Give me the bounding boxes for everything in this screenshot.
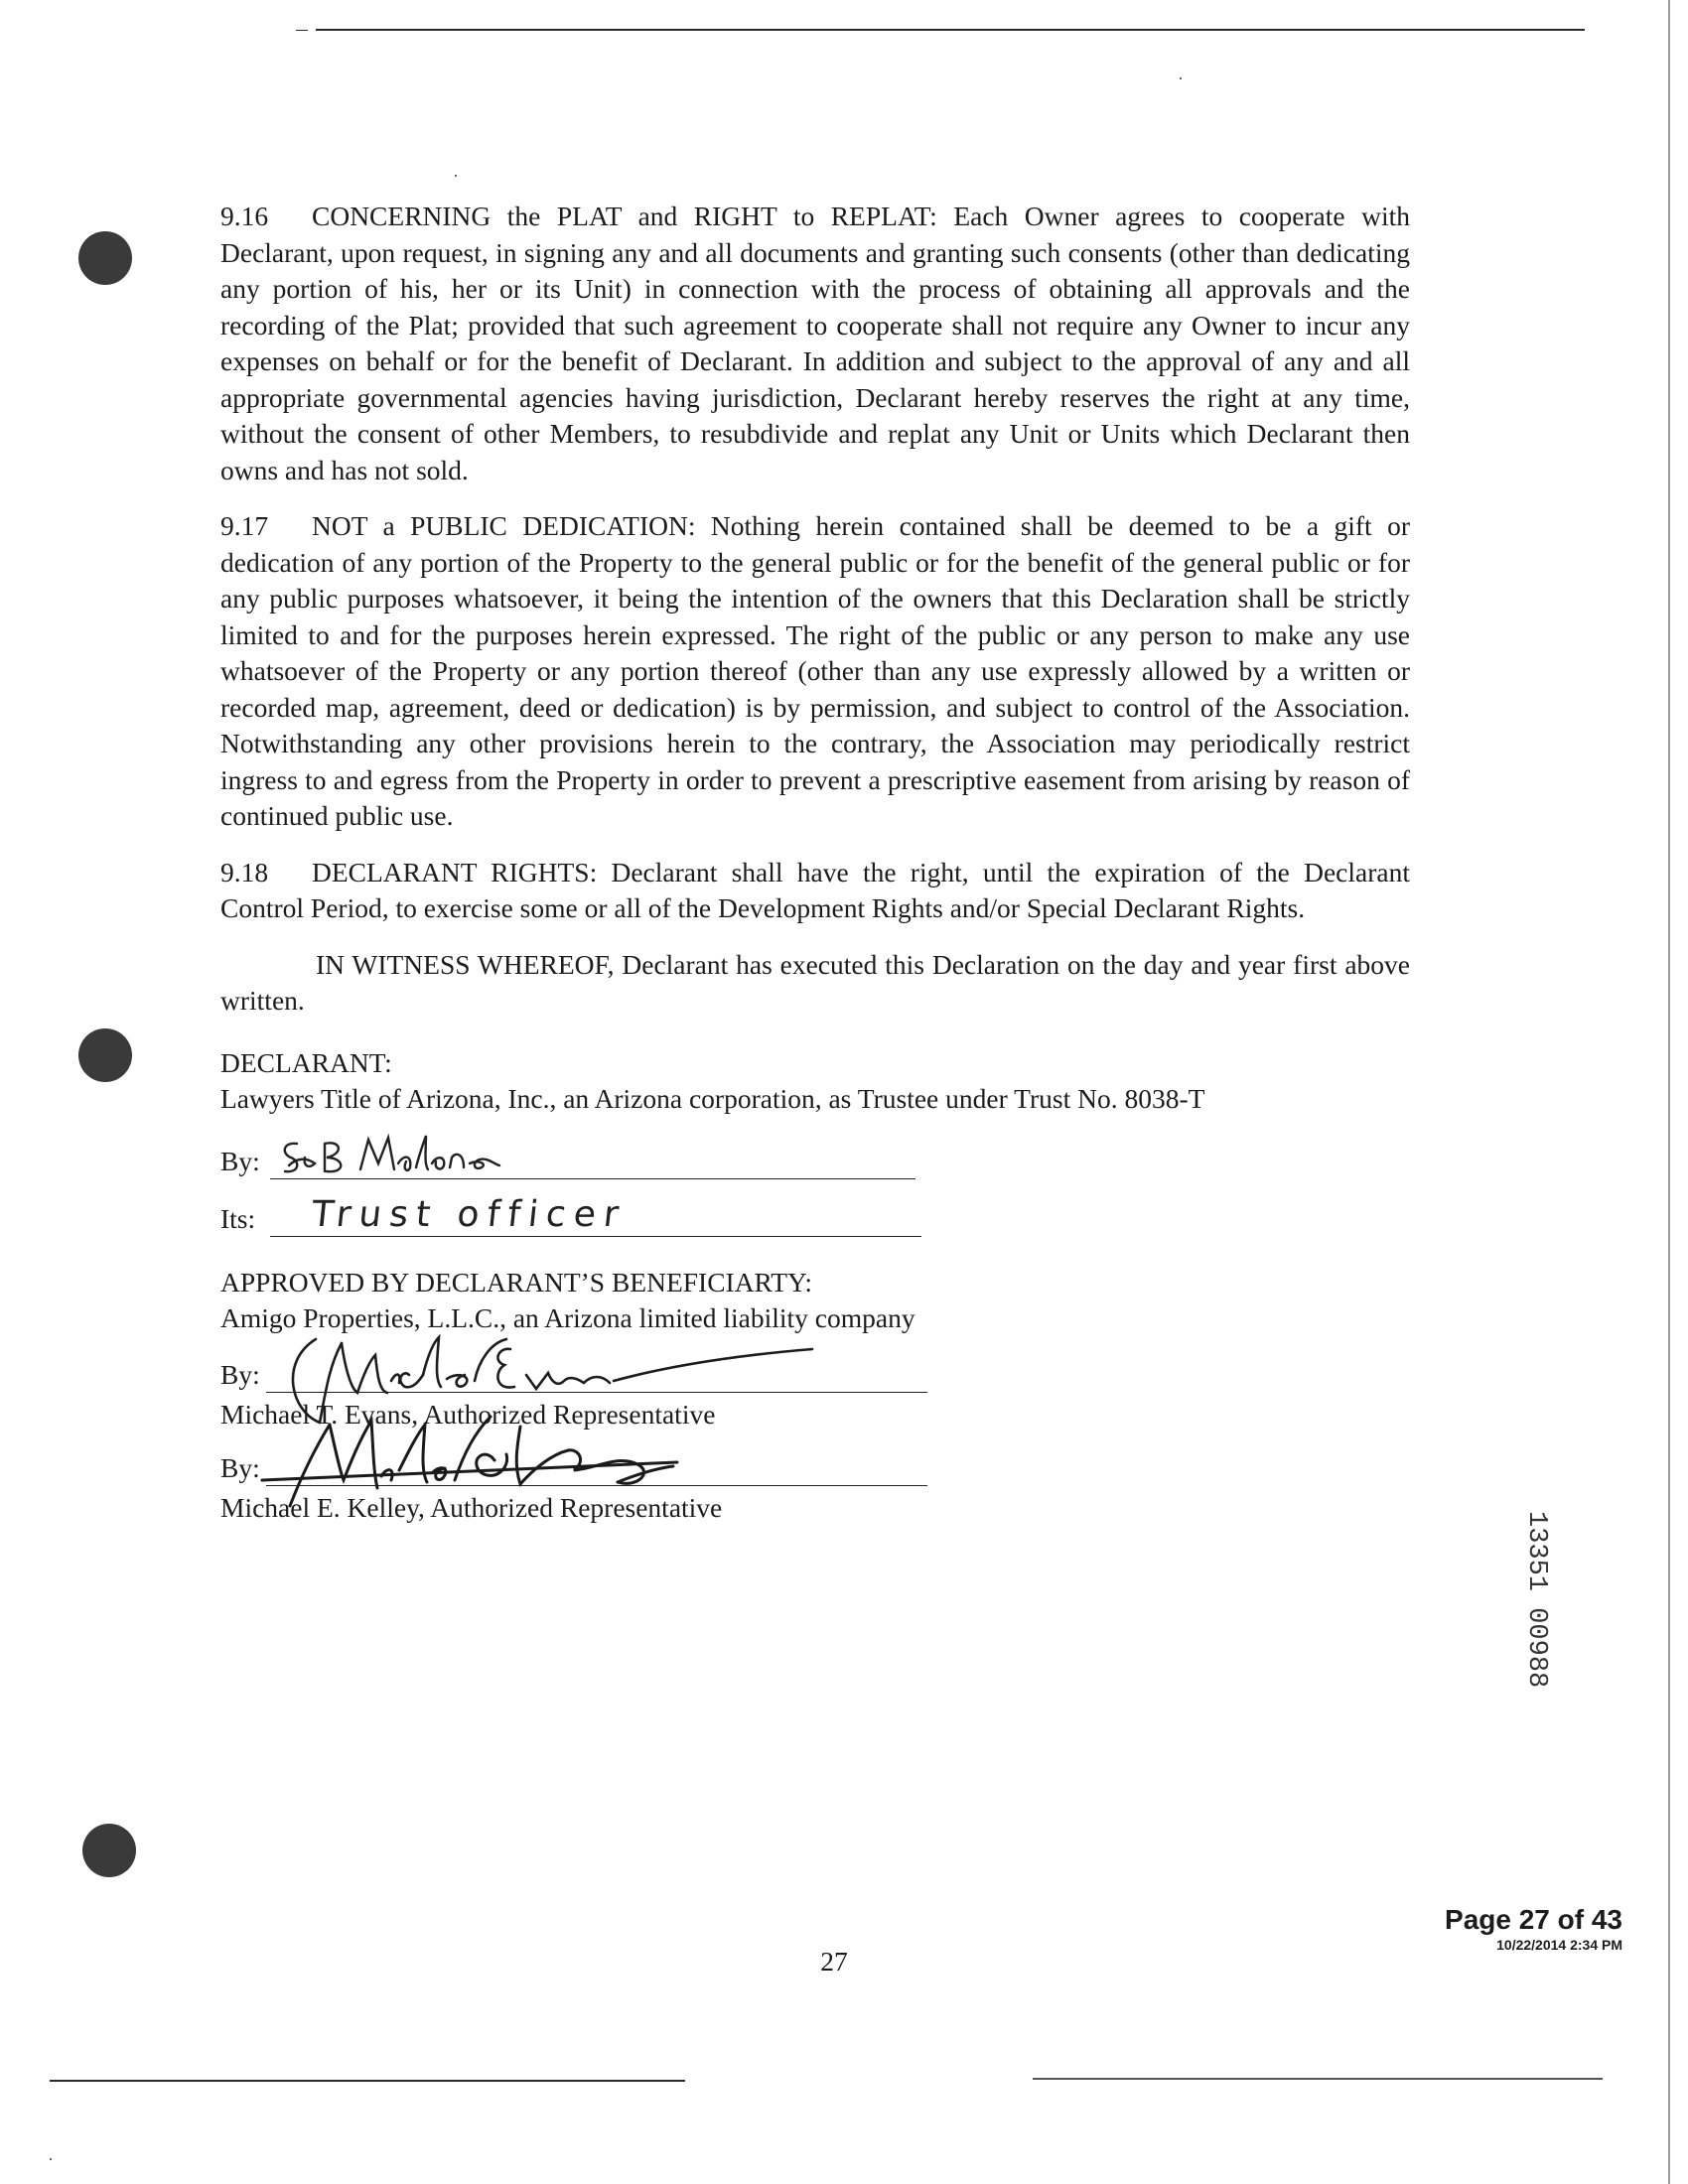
- binder-hole: [78, 231, 132, 285]
- print-timestamp: 10/22/2014 2:34 PM: [1496, 1937, 1622, 1953]
- scan-top-rule: [316, 29, 1585, 31]
- section-text: CONCERNING the PLAT and RIGHT to REPLAT: Each Owner agrees to cooperate with Declarant, upon request, in signing any and all documents and granting such consents (other than dedicating any portion of his, her or its Unit) in connection with the process of obtaining all approvals and the recording of the Plat; provided that such agreement to cooperate shall not require any Owner to incur any expenses on behalf or for the benefit of Declarant. In addition and subject to the approval of any and all appropriate governmental agencies having jurisdiction, Declarant hereby reserves the right at any time, without the consent of other Members, to resubdivide and replat any Unit or Units which Declarant then owns and has not sold.: [220, 201, 1410, 485]
- page-of-total: Page 27 of 43: [1445, 1904, 1622, 1935]
- its-label: Its:: [220, 1202, 256, 1234]
- malone-signature: [275, 1130, 603, 1185]
- section-text: NOT a PUBLIC DEDICATION: Nothing herein contained shall be deemed to be a gift or dedication of any portion of the Property to the general public or for the benefit of the general public or for any public purposes whatsoever, it being the intention of the owners that this Declaration shall be strictly limited to and for the purposes herein expressed. The right of the public or any person to make any use whatsoever of the Property or any portion thereof (other than any use expressly allowed by a written or recorded map, agreement, deed or dedication) is by permission, and subject to control of the Association. Notwithstanding any other provisions herein to the contrary, the Association may periodically restrict ingress to and egress from the Property in order to prevent a prescriptive easement from arising by reason of continued public use.: [220, 510, 1410, 831]
- scan-speck: [50, 2158, 52, 2160]
- by-label: By:: [220, 1358, 260, 1390]
- section-9-18: [220, 855, 1410, 927]
- declarant-by-line: [220, 1134, 1410, 1183]
- declarant-heading: DECLARANT:: [220, 1046, 392, 1078]
- beneficiary-entity: Amigo Properties, L.L.C., an Arizona limited liability company: [220, 1302, 915, 1333]
- declarant-entity: Lawyers Title of Arizona, Inc., an Arizona corporation, as Trustee under Trust No. 8038-T: [220, 1083, 1205, 1114]
- signature-rule: [270, 1236, 921, 1237]
- scan-bottom-rule-right: [1033, 2078, 1603, 2080]
- section-9-17: [220, 508, 1410, 835]
- section-number: 9.18: [220, 856, 269, 887]
- witness-clause: IN WITNESS WHEREOF, Declarant has executed this Declaration on the day and year first above written.: [220, 948, 1410, 1016]
- section-text: DECLARANT RIGHTS: Declarant shall have the right, until the expiration of the Declarant Control Period, to exercise some or all of the Development Rights and/or Special Declarant Rights.: [220, 856, 1410, 923]
- evans-name: Michael T. Evans, Authorized Representative: [220, 1398, 716, 1430]
- its-handwritten-value: Trust officer: [309, 1193, 629, 1235]
- binder-hole: [82, 1824, 136, 1877]
- scan-bottom-rule-left: [50, 2080, 685, 2082]
- section-number: 9.17: [220, 510, 269, 541]
- by-label: By:: [220, 1145, 260, 1176]
- kelley-signature: [260, 1411, 717, 1520]
- beneficiary-heading: APPROVED BY DECLARANT’S BENEFICIARTY:: [220, 1266, 813, 1297]
- declarant-its-line: [220, 1191, 1410, 1241]
- by-label: By:: [220, 1452, 260, 1483]
- evans-by-line: [220, 1357, 1410, 1397]
- page-number: 27: [820, 1946, 848, 1977]
- page-stamp: [1445, 1904, 1622, 1954]
- kelley-name: Michael E. Kelley, Authorized Representative: [220, 1492, 723, 1523]
- scan-top-dash: [296, 30, 308, 31]
- scan-right-edge: [1668, 0, 1670, 2184]
- scan-speck: [455, 175, 457, 177]
- scan-speck: [1180, 77, 1182, 79]
- recording-number: 13351 00988: [1521, 1511, 1551, 1689]
- kelley-by-line: [220, 1450, 1410, 1490]
- document-body: [220, 199, 1410, 1527]
- section-9-16: [220, 199, 1410, 488]
- section-number: 9.16: [220, 201, 269, 231]
- binder-hole: [78, 1028, 132, 1082]
